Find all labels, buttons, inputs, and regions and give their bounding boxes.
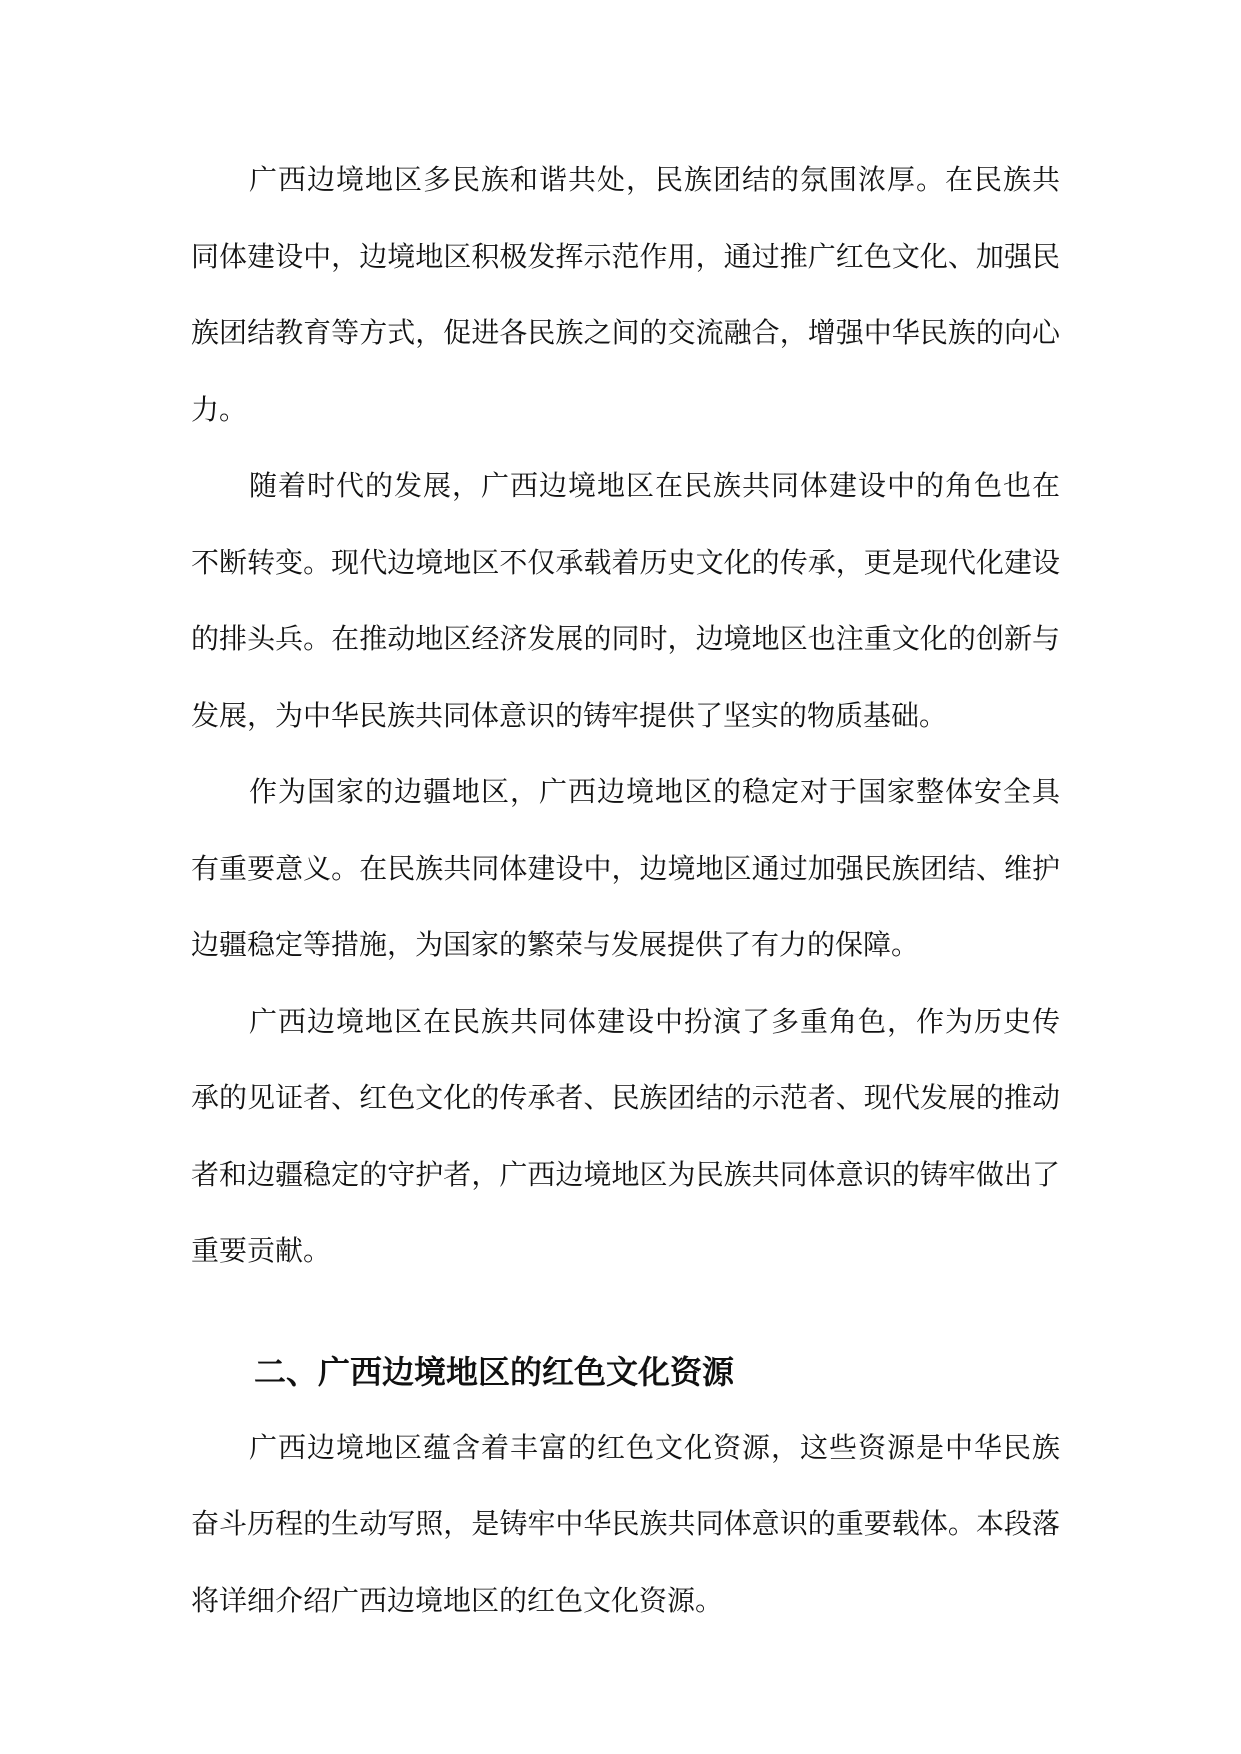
paragraph-multiple-roles: 广西边境地区在民族共同体建设中扮演了多重角色，作为历史传承的见证者、红色文化的传承者、民族团结的示范者、现代发展的推动者和边疆稳定的守护者，广西边境地区为民族共同体意识的铸牢做出了重要贡献。 — [191, 1004, 1060, 1267]
paragraph-border-stability: 作为国家的边疆地区，广西边境地区的稳定对于国家整体安全具有重要意义。在民族共同体建设中，边境地区通过加强民族团结、维护边疆稳定等措施，为国家的繁荣与发展提供了有力的保障。 — [191, 775, 1060, 961]
paragraph-red-culture-intro: 广西边境地区蕴含着丰富的红色文化资源，这些资源是中华民族奋斗历程的生动写照，是铸牢中华民族共同体意识的重要载体。本段落将详细介绍广西边境地区的红色文化资源。 — [191, 1430, 1060, 1617]
paragraph-ethnic-harmony: 广西边境地区多民族和谐共处，民族团结的氛围浓厚。在民族共同体建设中，边境地区积极发挥示范作用，通过推广红色文化、加强民族团结教育等方式，促进各民族之间的交流融合，增强中华民族的向心力。 — [191, 163, 1060, 426]
document-body — [191, 142, 1060, 1639]
section-heading: 二、广西边境地区的红色文化资源 — [254, 1352, 735, 1391]
paragraph-changing-role: 随着时代的发展，广西边境地区在民族共同体建设中的角色也在不断转变。现代边境地区不仅承载着历史文化的传承，更是现代化建设的排头兵。在推动地区经济发展的同时，边境地区也注重文化的创新与发展，为中华民族共同体意识的铸牢提供了坚实的物质基础。 — [191, 469, 1060, 732]
